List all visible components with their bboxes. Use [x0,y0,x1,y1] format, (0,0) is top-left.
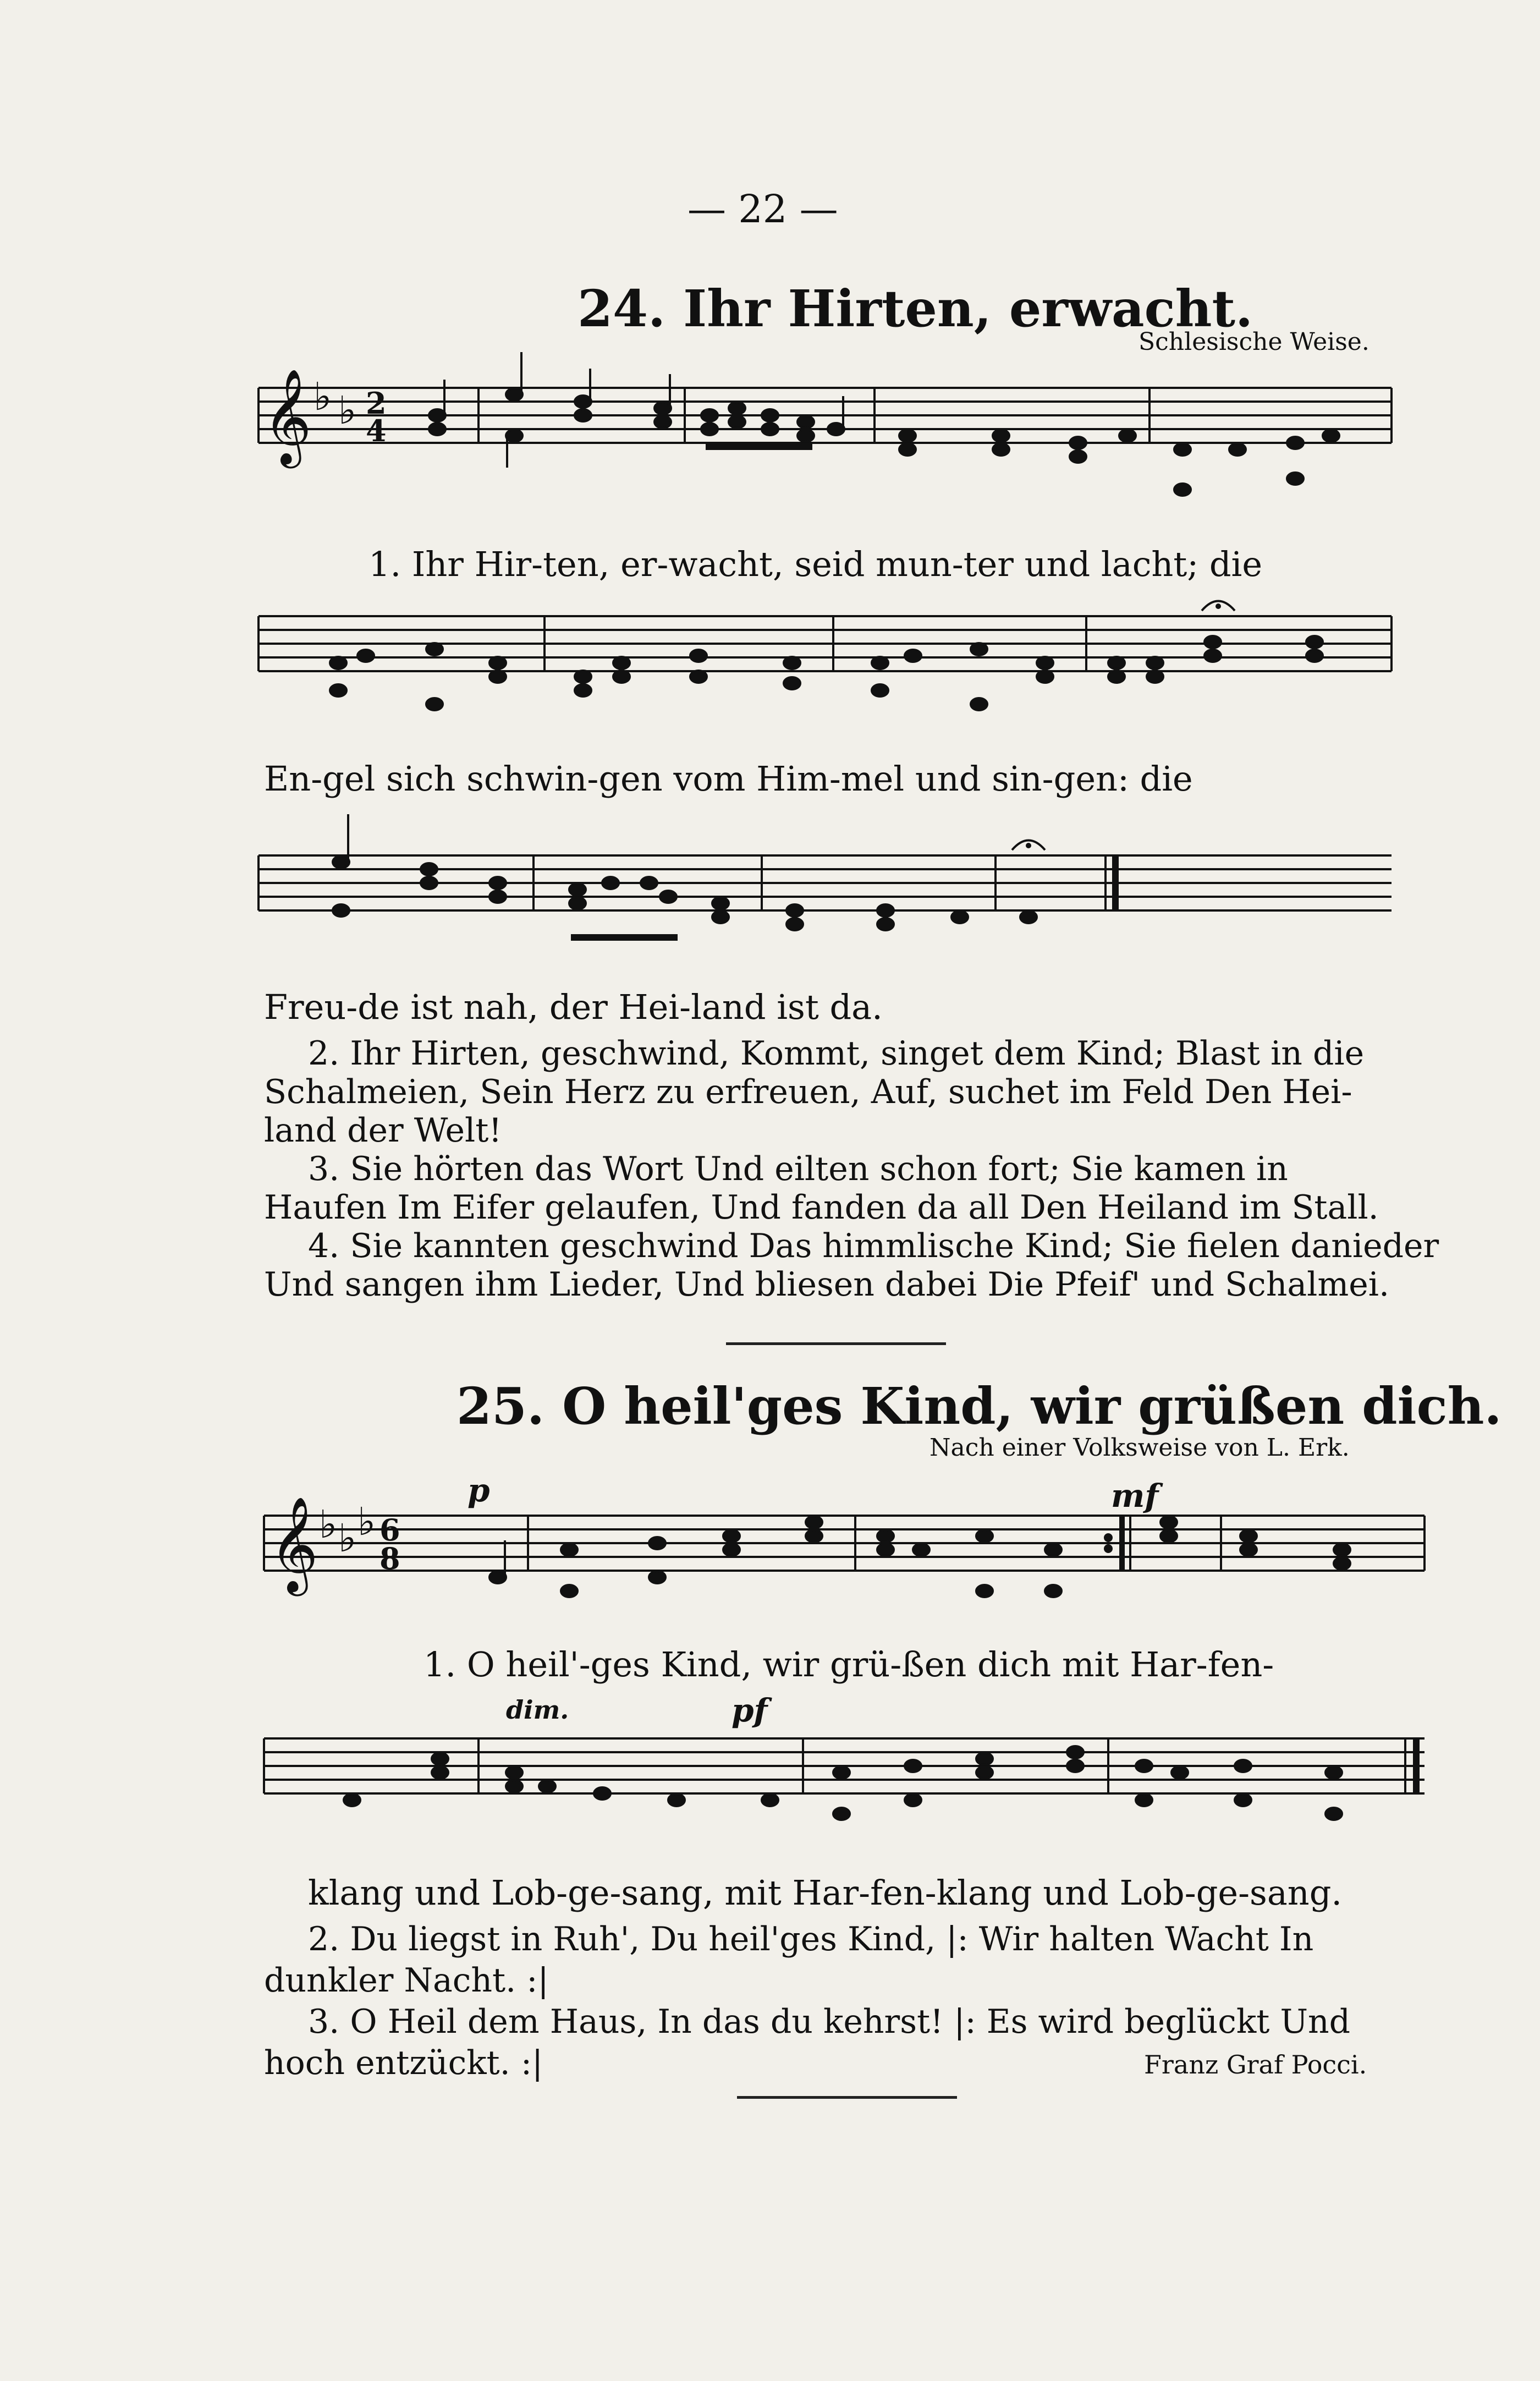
hymn-25-author: Franz Graf Pocci. [1144,2050,1367,2080]
hymn-25-lyric-2: klang und Lob-ge-sang, mit Har-fen-klang und Lob-ge-sang. [308,1873,1343,1913]
hymn-24-title: 24. Ihr Hirten, erwacht. [578,279,1253,338]
page-number: — 22 — [688,186,838,232]
hymn-25-verse-line: 2. Du liegst in Ruh', Du heil'ges Kind, |: Wir halten Wacht In [308,1920,1314,1958]
hymn-24-lyric-1: 1. Ihr Hir-ten, er-wacht, seid mun-ter und lacht; die [369,544,1263,584]
hymn-25-lyric-1: 1. O heil'-ges Kind, wir grü-ßen dich mit Har-fen- [424,1644,1274,1685]
hymn-24-verse-line: Schalmeien, Sein Herz zu erfreuen, Auf, suchet im Feld Den Hei- [264,1073,1352,1111]
svg-text:2: 2 [366,386,387,421]
hymn-24-verse-line: 4. Sie kannten geschwind Das himmlische Kind; Sie fielen danieder [308,1227,1439,1265]
treble-clef-icon: 𝄞 [270,1496,318,1592]
flat-icon: ♭ [319,1502,338,1547]
hymn-25-title: 25. O heil'ges Kind, wir grüßen dich. [457,1376,1502,1436]
hymn-25-verse-line: hoch entzückt. :| [264,2044,543,2082]
hymn-24-lyric-2: En-gel sich schwin-gen vom Him-mel und sin-gen: die [264,759,1193,799]
dynamic-marking: p [468,1472,490,1509]
flat-icon: ♭ [338,388,357,433]
hymn-24-verse-line: 2. Ihr Hirten, geschwind, Kommt, singet dem Kind; Blast in die [308,1034,1365,1073]
treble-clef-icon: 𝄞 [263,369,312,464]
section-divider [737,2096,957,2099]
hymn-25-verse-line: dunkler Nacht. :| [264,1961,549,2000]
hymn-25-verse-line: 3. O Heil dem Haus, In das du kehrst! |: Es wird beglückt Und [308,2003,1351,2041]
svg-text:8: 8 [380,1541,400,1576]
svg-text:4: 4 [366,413,387,448]
hymn-25-source: Nach einer Volksweise von L. Erk. [930,1434,1350,1462]
svg-text:6: 6 [380,1512,400,1548]
hymn-24-verse-line: Und sangen ihm Lieder, Und bliesen dabei Die Pfeif' und Schalmei. [264,1265,1390,1304]
flat-icon: ♭ [338,1516,357,1561]
flat-icon: ♭ [314,374,332,419]
hymn-24-verse-line: 3. Sie hörten das Wort Und eilten schon fort; Sie kamen in [308,1150,1288,1188]
dynamic-marking: pf [732,1692,768,1729]
hymn-24-lyric-3: Freu-de ist nah, der Hei-land ist da. [264,987,883,1027]
hymn-24-source: Schlesische Weise. [1138,328,1370,356]
dynamic-marking: mf [1111,1477,1159,1515]
flat-icon: ♭ [358,1499,376,1544]
dynamic-marking: dim. [506,1695,569,1725]
hymn-24-verse-line: land der Welt! [264,1111,502,1150]
hymn-24-verse-line: Haufen Im Eifer gelaufen, Und fanden da all Den Heiland im Stall. [264,1188,1379,1227]
